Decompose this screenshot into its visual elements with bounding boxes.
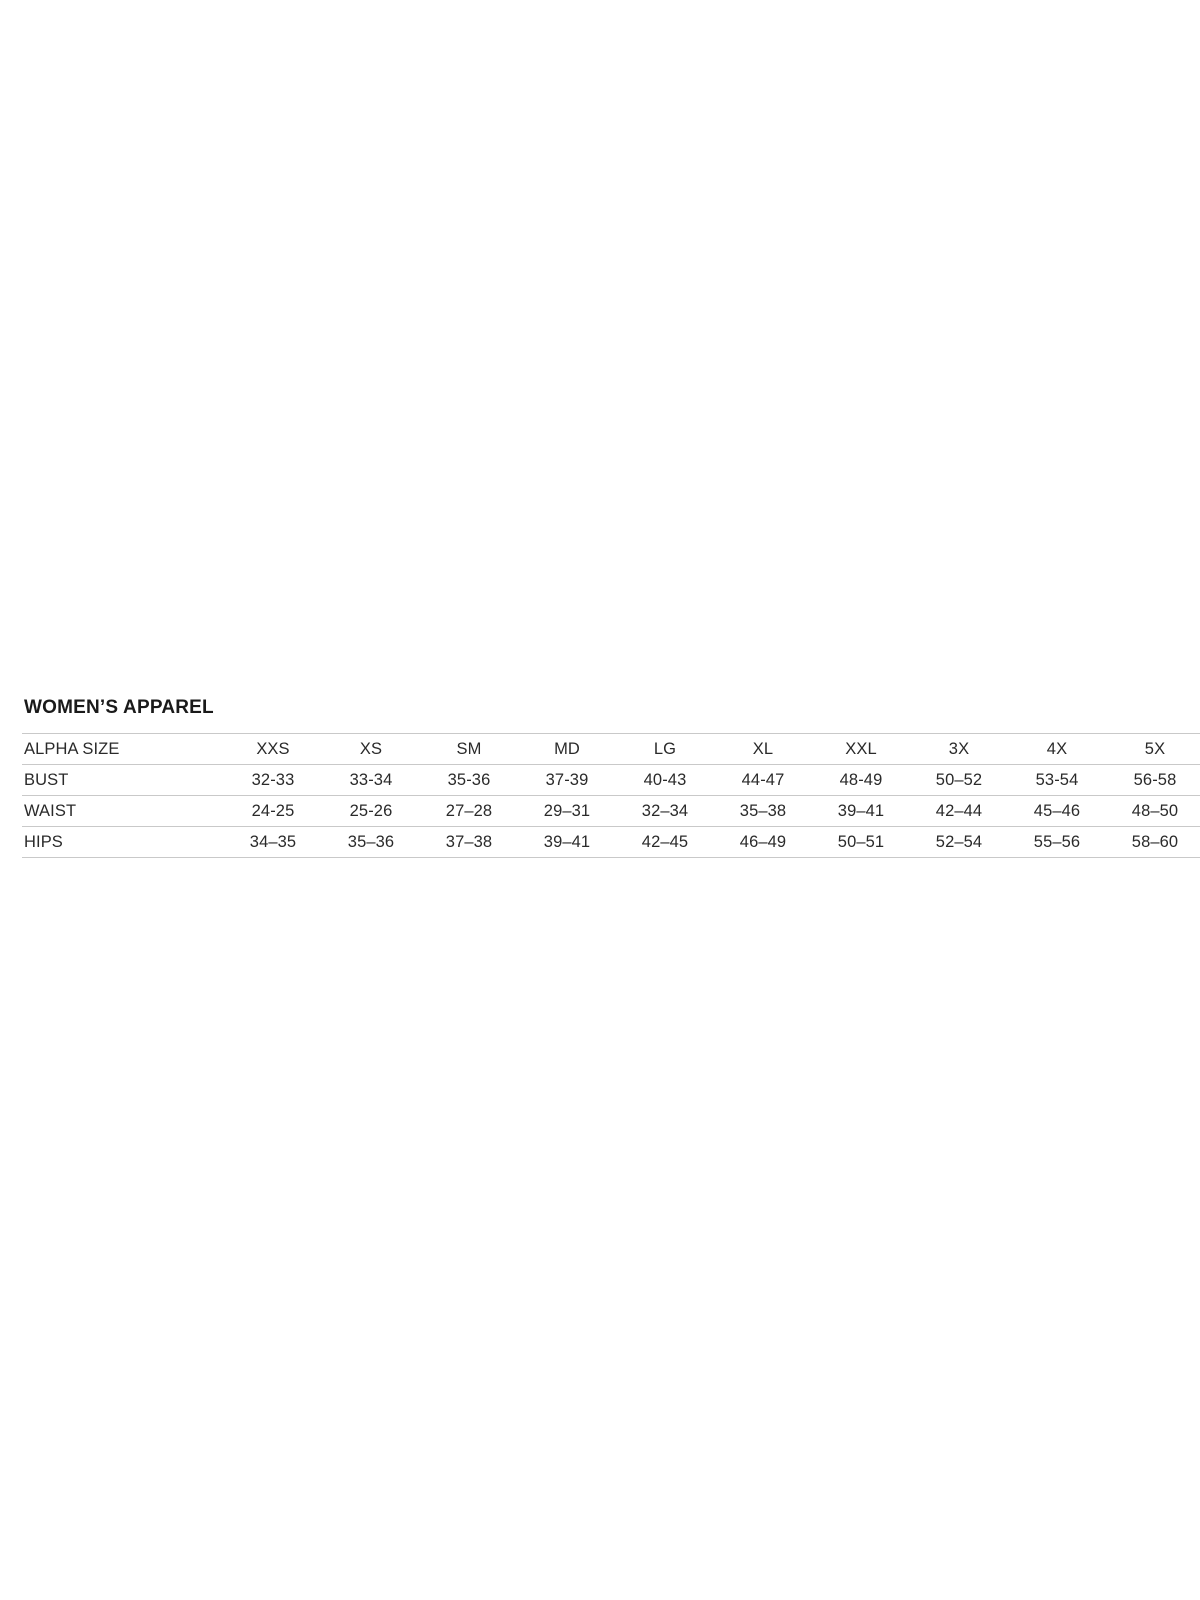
column-header-5x: 5X [1106, 734, 1200, 765]
cell-hips-4x: 55–56 [1008, 827, 1106, 858]
cell-hips-3x: 52–54 [910, 827, 1008, 858]
cell-hips-xxl: 50–51 [812, 827, 910, 858]
cell-bust-md: 37-39 [518, 765, 616, 796]
cell-waist-xxl: 39–41 [812, 796, 910, 827]
cell-hips-xs: 35–36 [322, 827, 420, 858]
column-header-xs: XS [322, 734, 420, 765]
cell-bust-xl: 44-47 [714, 765, 812, 796]
column-header-md: MD [518, 734, 616, 765]
cell-waist-3x: 42–44 [910, 796, 1008, 827]
cell-hips-md: 39–41 [518, 827, 616, 858]
cell-waist-lg: 32–34 [616, 796, 714, 827]
column-header-xxs: XXS [224, 734, 322, 765]
column-header-xxl: XXL [812, 734, 910, 765]
column-header-lg: LG [616, 734, 714, 765]
cell-bust-xs: 33-34 [322, 765, 420, 796]
size-chart-section [22, 697, 1179, 858]
row-label-bust: BUST [22, 765, 224, 796]
cell-waist-5x: 48–50 [1106, 796, 1200, 827]
column-header-sm: SM [420, 734, 518, 765]
cell-waist-xl: 35–38 [714, 796, 812, 827]
size-chart-table [22, 733, 1200, 858]
column-header-3x: 3X [910, 734, 1008, 765]
cell-hips-sm: 37–38 [420, 827, 518, 858]
table-row [22, 796, 1200, 827]
table-header-row [22, 734, 1200, 765]
column-header-4x: 4X [1008, 734, 1106, 765]
cell-bust-xxl: 48-49 [812, 765, 910, 796]
cell-bust-5x: 56-58 [1106, 765, 1200, 796]
cell-waist-sm: 27–28 [420, 796, 518, 827]
cell-bust-3x: 50–52 [910, 765, 1008, 796]
cell-bust-4x: 53-54 [1008, 765, 1106, 796]
cell-hips-xxs: 34–35 [224, 827, 322, 858]
table-row [22, 765, 1200, 796]
row-label-waist: WAIST [22, 796, 224, 827]
cell-hips-xl: 46–49 [714, 827, 812, 858]
column-header-xl: XL [714, 734, 812, 765]
page-title: WOMEN’S APPAREL [24, 697, 214, 718]
cell-waist-md: 29–31 [518, 796, 616, 827]
cell-waist-xs: 25-26 [322, 796, 420, 827]
cell-bust-xxs: 32-33 [224, 765, 322, 796]
cell-hips-lg: 42–45 [616, 827, 714, 858]
cell-bust-lg: 40-43 [616, 765, 714, 796]
cell-waist-xxs: 24-25 [224, 796, 322, 827]
cell-hips-5x: 58–60 [1106, 827, 1200, 858]
row-label-hips: HIPS [22, 827, 224, 858]
cell-waist-4x: 45–46 [1008, 796, 1106, 827]
table-row [22, 827, 1200, 858]
column-header-alpha-size: ALPHA SIZE [22, 734, 224, 765]
cell-bust-sm: 35-36 [420, 765, 518, 796]
